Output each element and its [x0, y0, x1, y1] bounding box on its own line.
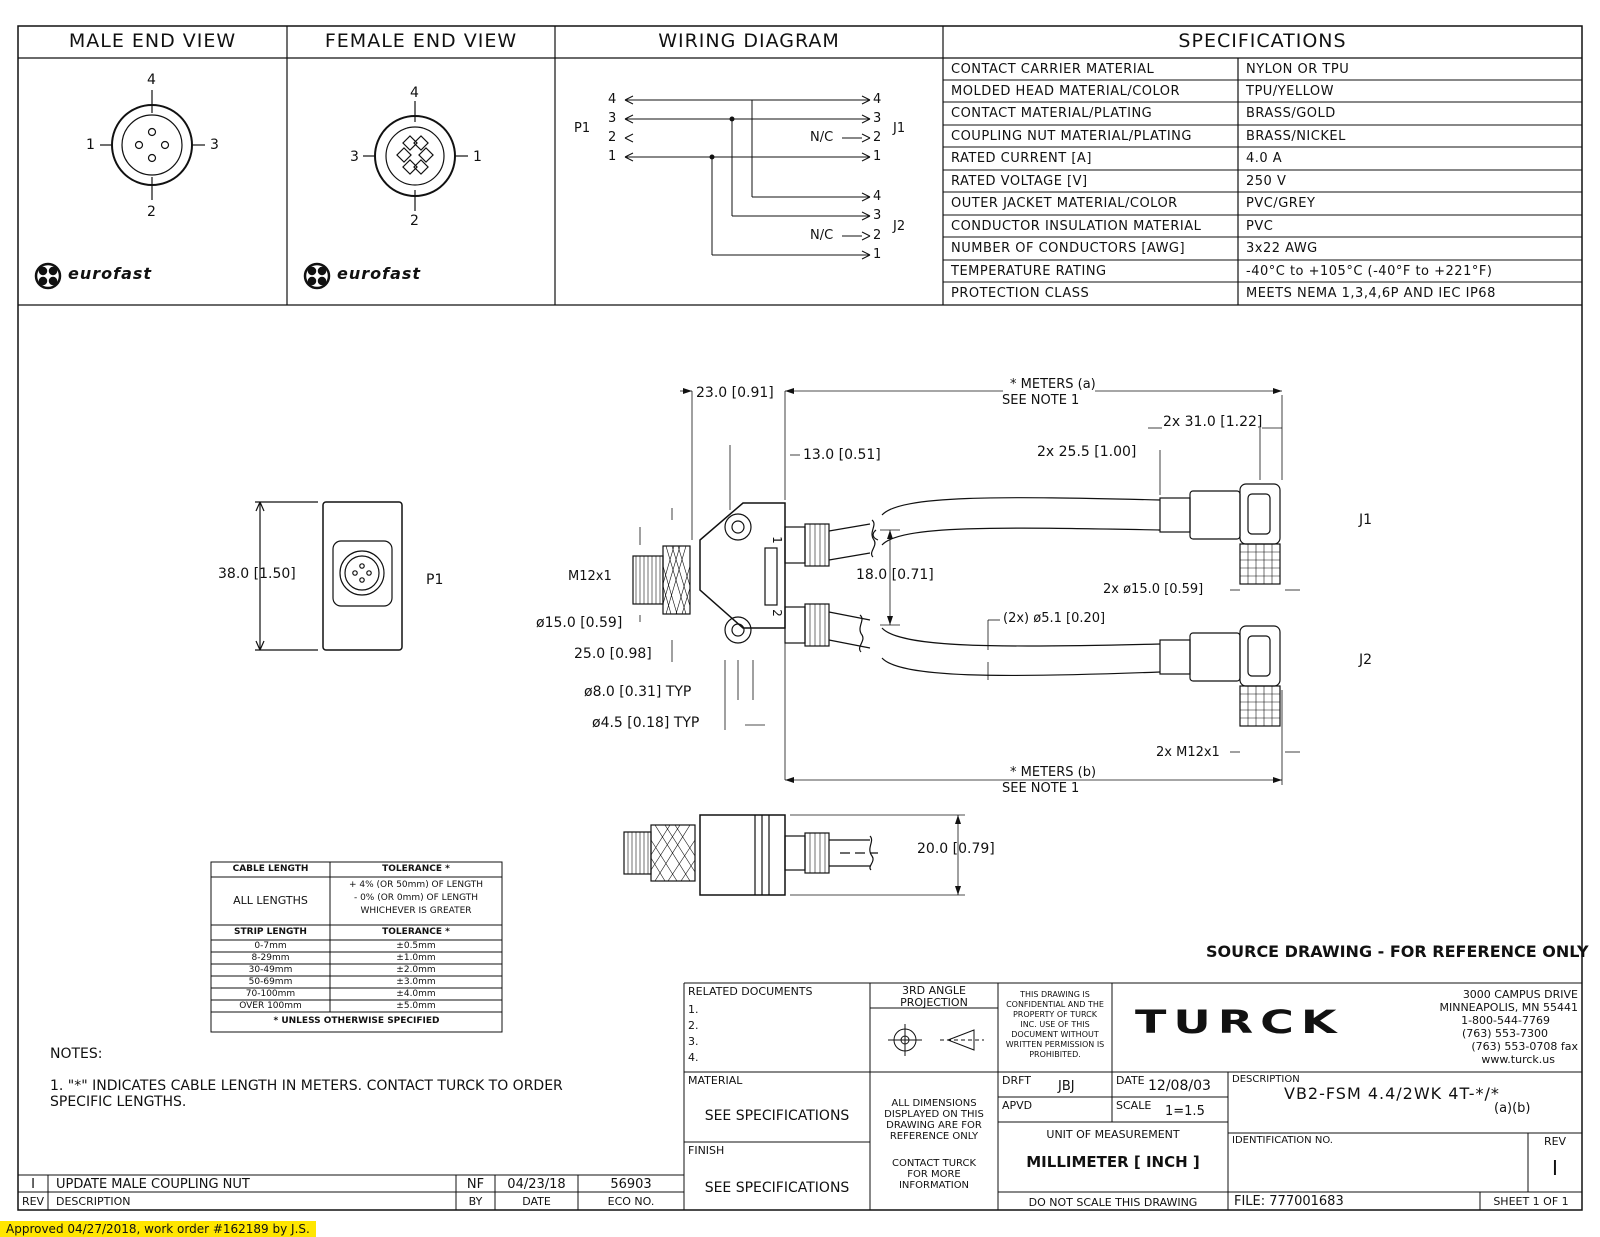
spec-value: 250 V	[1246, 174, 1287, 189]
spec-label: COUPLING NUT MATERIAL/PLATING	[951, 129, 1192, 144]
tol-all-line2: - 0% (OR 0mm) OF LENGTH	[353, 893, 479, 903]
tb-related-docs: RELATED DOCUMENTS	[688, 985, 813, 998]
male-end-view-figure	[100, 90, 205, 200]
tb-apvd-label: APVD	[1002, 1099, 1033, 1112]
spec-value: PVC	[1246, 219, 1274, 234]
spec-value: PVC/GREY	[1246, 196, 1316, 211]
tb-rev-value: I	[1552, 1156, 1558, 1180]
spec-value: MEETS NEMA 1,3,4,6P AND IEC IP68	[1246, 286, 1496, 301]
tb-scale-label: SCALE	[1116, 1099, 1152, 1112]
tol-row-len: 0-7mm	[254, 941, 287, 951]
wiring-diagram-lines	[625, 96, 870, 259]
tb-address-6: www.turck.us	[1481, 1053, 1555, 1066]
tol-header-strip: STRIP LENGTH	[234, 927, 307, 937]
rev-eco: 56903	[610, 1177, 652, 1192]
tb-id-label: IDENTIFICATION NO.	[1232, 1135, 1333, 1146]
dim-13: 13.0 [0.51]	[803, 447, 881, 463]
port-mark-1: 1	[769, 536, 784, 544]
tb-finish-value: SEE SPECIFICATIONS	[704, 1180, 850, 1196]
notes-line1: 1. "*" INDICATES CABLE LENGTH IN METERS. CONTACT TURCK TO ORDER	[50, 1078, 563, 1094]
tol-all-line3: WHICHEVER IS GREATER	[360, 906, 472, 916]
tb-related-3: 3.	[688, 1035, 699, 1048]
female-pin-4: 4	[410, 85, 419, 101]
spec-value: 4.0 A	[1246, 151, 1283, 166]
tb-confidential-2: CONFIDENTIAL AND THE	[1006, 1000, 1104, 1009]
dim-2x-m12: 2x M12x1	[1156, 745, 1220, 760]
eurofast-logo-right: eurofast	[337, 264, 422, 283]
tb-drft-value: JBJ	[1058, 1079, 1075, 1094]
wiring-j1-pin-3: 3	[873, 111, 882, 126]
tb-confidential-7: PROHIBITED.	[1029, 1050, 1081, 1059]
label-j2: J2	[1359, 652, 1373, 668]
female-pin-3: 3	[350, 149, 359, 165]
male-pin-1: 1	[86, 137, 95, 153]
dim-38: 38.0 [1.50]	[218, 566, 296, 582]
male-pin-3: 3	[210, 137, 219, 153]
tb-confidential-5: DOCUMENT WITHOUT	[1011, 1030, 1099, 1039]
tb-confidential-1: THIS DRAWING IS	[1020, 990, 1090, 999]
tb-address-5: (763) 553-0708 fax	[1471, 1040, 1578, 1053]
tol-row-len: 70-100mm	[245, 989, 296, 999]
tol-all-lengths: ALL LENGTHS	[233, 894, 308, 907]
turck-logo: TURCK	[1135, 1003, 1344, 1041]
spec-label: RATED VOLTAGE [V]	[951, 174, 1088, 189]
wiring-j2-pin-1: 1	[873, 247, 882, 262]
spec-label: NUMBER OF CONDUCTORS [AWG]	[951, 241, 1186, 256]
dim-25: 25.0 [0.98]	[574, 646, 652, 662]
tol-row-tol: ±2.0mm	[396, 965, 436, 975]
tb-contact-3: INFORMATION	[898, 1180, 970, 1191]
label-p1: P1	[426, 572, 444, 588]
tb-unit-label: UNIT OF MEASUREMENT	[1046, 1128, 1180, 1141]
wiring-j1-pin-4: 4	[873, 92, 882, 107]
tb-all-dims-1: ALL DIMENSIONS	[891, 1098, 977, 1109]
spec-label: PROTECTION CLASS	[951, 286, 1090, 301]
tol-all-line1: + 4% (OR 50mm) OF LENGTH	[348, 880, 484, 890]
tb-related-2: 2.	[688, 1019, 699, 1032]
tb-related-4: 4.	[688, 1051, 699, 1064]
tb-confidential-3: PROPERTY OF TURCK	[1012, 1010, 1098, 1019]
rev-date: 04/23/18	[507, 1177, 566, 1192]
dim-2x-15: 2x ø15.0 [0.59]	[1103, 582, 1204, 597]
tol-row-len: 8-29mm	[251, 953, 290, 963]
tb-confidential-4: INC. USE OF THIS	[1020, 1020, 1090, 1029]
dim-8: ø8.0 [0.31] TYP	[584, 684, 692, 700]
tb-all-dims-3: DRAWING ARE FOR	[886, 1120, 982, 1131]
tb-address-3: 1-800-544-7769	[1461, 1014, 1550, 1027]
male-pin-4: 4	[147, 72, 156, 88]
tol-row-tol: ±1.0mm	[396, 953, 436, 963]
tb-all-dims-4: REFERENCE ONLY	[889, 1131, 979, 1142]
spec-label: TEMPERATURE RATING	[951, 264, 1107, 279]
rev-header-eco: ECO NO.	[607, 1195, 655, 1208]
wiring-p1-pin-1: 1	[608, 149, 617, 164]
tol-row-tol: ±5.0mm	[396, 1001, 436, 1011]
dim-meters-b: * METERS (b)	[1010, 765, 1097, 780]
rev-header-by: BY	[468, 1195, 483, 1208]
wiring-j1-nc: N/C	[810, 130, 834, 145]
dim-see-note-a: SEE NOTE 1	[1002, 393, 1080, 408]
tol-row-tol: ±3.0mm	[396, 977, 436, 987]
female-pin-2: 2	[410, 213, 419, 229]
tol-row-len: 30-49mm	[248, 965, 293, 975]
tb-unit-value: MILLIMETER [ INCH ]	[1026, 1153, 1200, 1171]
tb-address-1: 3000 CAMPUS DRIVE	[1462, 988, 1578, 1001]
header-specifications: SPECIFICATIONS	[1178, 30, 1347, 52]
dim-2x-25: 2x 25.5 [1.00]	[1037, 444, 1137, 460]
spec-value: TPU/YELLOW	[1246, 84, 1334, 99]
spec-value: NYLON OR TPU	[1246, 62, 1350, 77]
tb-all-dims-2: DISPLAYED ON THIS	[884, 1109, 984, 1120]
tb-address-4: (763) 553-7300	[1461, 1027, 1548, 1040]
female-end-view-figure	[363, 101, 468, 211]
header-wiring-diagram: WIRING DIAGRAM	[658, 30, 840, 52]
spec-label: MOLDED HEAD MATERIAL/COLOR	[951, 84, 1181, 99]
tb-confidential-6: WRITTEN PERMISSION IS	[1005, 1040, 1105, 1049]
wiring-j2-label: J2	[893, 219, 906, 234]
spec-label: CONDUCTOR INSULATION MATERIAL	[951, 219, 1202, 234]
dim-18: 18.0 [0.71]	[856, 567, 934, 583]
notes-title: NOTES:	[50, 1046, 103, 1062]
tb-rev-label: REV	[1543, 1135, 1567, 1148]
tb-date-label: DATE	[1116, 1074, 1145, 1087]
tb-sheet: SHEET 1 OF 1	[1493, 1195, 1569, 1208]
wiring-p1-pin-3: 3	[608, 111, 617, 126]
dim-2x-31: 2x 31.0 [1.22]	[1163, 414, 1263, 430]
wiring-j2-nc: N/C	[810, 228, 834, 243]
rev-header-date: DATE	[522, 1195, 551, 1208]
spec-value: 3x22 AWG	[1246, 241, 1318, 256]
tol-row-tol: ±4.0mm	[396, 989, 436, 999]
rev-id: I	[31, 1177, 35, 1192]
dim-see-note-b: SEE NOTE 1	[1002, 781, 1080, 796]
tol-footer: * UNLESS OTHERWISE SPECIFIED	[273, 1016, 440, 1026]
tb-projection: 3RD ANGLE PROJECTION	[900, 984, 968, 1009]
spec-label: RATED CURRENT [A]	[951, 151, 1092, 166]
female-pin-1: 1	[473, 149, 482, 165]
tb-contact-2: FOR MORE	[907, 1169, 961, 1180]
tb-scale-value: 1=1.5	[1165, 1104, 1205, 1119]
tol-header-tolerance: TOLERANCE *	[382, 864, 450, 874]
spec-value: BRASS/NICKEL	[1246, 129, 1346, 144]
tb-description-value: VB2-FSM 4.4/2WK 4T-*/*	[1284, 1084, 1500, 1103]
rev-desc: UPDATE MALE COUPLING NUT	[56, 1177, 250, 1192]
port-mark-2: 2	[769, 609, 784, 617]
wiring-j2-pin-4: 4	[873, 189, 882, 204]
wiring-j1-pin-2: 2	[873, 130, 882, 145]
tol-row-len: OVER 100mm	[239, 1001, 302, 1011]
tb-material-label: MATERIAL	[688, 1074, 743, 1087]
source-note: SOURCE DRAWING - FOR REFERENCE ONLY	[1206, 942, 1589, 961]
dim-5-1: (2x) ø5.1 [0.20]	[1003, 611, 1106, 626]
tol-row-len: 50-69mm	[248, 977, 293, 987]
tb-description-label: DESCRIPTION	[1232, 1074, 1300, 1085]
spec-value: -40°C to +105°C (-40°F to +221°F)	[1246, 264, 1493, 279]
tb-address-2: MINNEAPOLIS, MN 55441	[1439, 1001, 1578, 1014]
wiring-p1-pin-4: 4	[608, 92, 617, 107]
dim-23: 23.0 [0.91]	[696, 385, 774, 401]
tb-material-value: SEE SPECIFICATIONS	[704, 1108, 850, 1124]
rev-header-rev: REV	[21, 1195, 45, 1208]
wiring-j1-pin-1: 1	[873, 149, 882, 164]
tb-related-1: 1.	[688, 1003, 699, 1016]
tol-header-cable: CABLE LENGTH	[232, 864, 309, 874]
spec-label: CONTACT CARRIER MATERIAL	[951, 62, 1155, 77]
splitter-side-view	[624, 815, 965, 895]
wiring-j2-pin-2: 2	[873, 228, 882, 243]
dim-15: ø15.0 [0.59]	[536, 615, 623, 631]
label-j1: J1	[1359, 512, 1373, 528]
wiring-j1-label: J1	[893, 121, 906, 136]
tb-drft-label: DRFT	[1002, 1074, 1031, 1087]
wiring-p1-pin-2: 2	[608, 130, 617, 145]
tb-date-value: 12/08/03	[1148, 1078, 1211, 1094]
dim-4-5: ø4.5 [0.18] TYP	[592, 715, 700, 731]
rev-header-desc: DESCRIPTION	[56, 1195, 131, 1208]
dim-meters-a: * METERS (a)	[1010, 377, 1096, 392]
tb-description-sub: (a)(b)	[1494, 1101, 1531, 1116]
wiring-j2-pin-3: 3	[873, 208, 882, 223]
spec-label: CONTACT MATERIAL/PLATING	[951, 106, 1153, 121]
tol-row-tol: ±0.5mm	[396, 941, 436, 951]
tb-contact-1: CONTACT TURCK	[891, 1158, 977, 1169]
wiring-p1-label: P1	[574, 121, 591, 136]
spec-label: OUTER JACKET MATERIAL/COLOR	[951, 196, 1178, 211]
tb-file: FILE: 777001683	[1234, 1194, 1344, 1209]
rev-by: NF	[466, 1177, 485, 1192]
tb-finish-label: FINISH	[688, 1144, 725, 1157]
tol-header-strip-tol: TOLERANCE *	[382, 927, 450, 937]
notes-line2: SPECIFIC LENGTHS.	[50, 1094, 187, 1110]
approval-stamp: Approved 04/27/2018, work order #162189 by J.S.	[0, 1221, 316, 1237]
header-female-end-view: FEMALE END VIEW	[324, 30, 518, 52]
dim-m12: M12x1	[568, 569, 612, 584]
male-pin-2: 2	[147, 204, 156, 220]
eurofast-logo-left: eurofast	[68, 264, 153, 283]
header-male-end-view: MALE END VIEW	[68, 30, 237, 52]
dim-20: 20.0 [0.79]	[917, 841, 995, 857]
tb-no-scale: DO NOT SCALE THIS DRAWING	[1028, 1196, 1198, 1209]
spec-value: BRASS/GOLD	[1246, 106, 1336, 121]
